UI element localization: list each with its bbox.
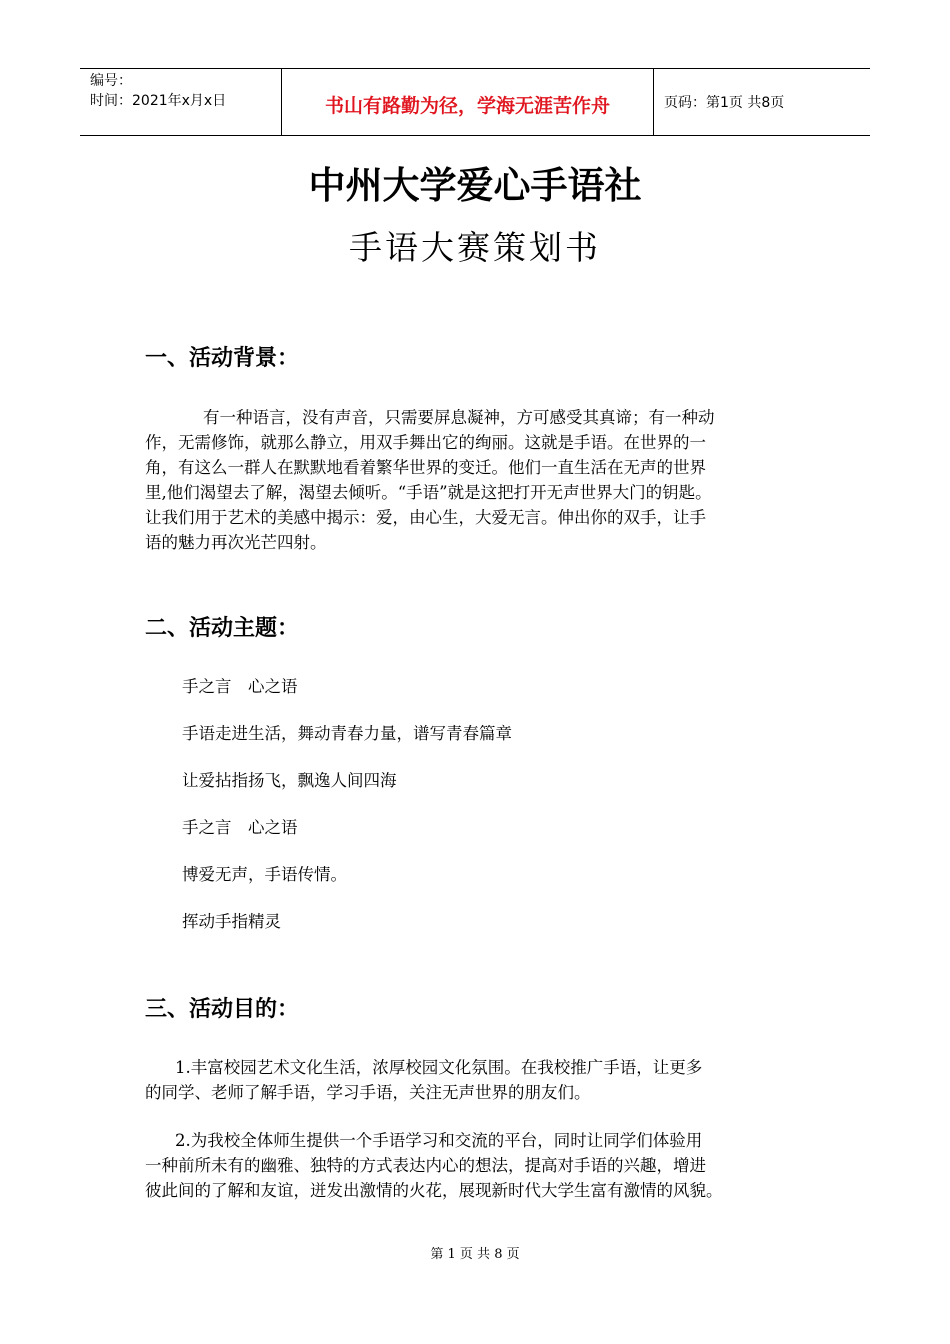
paragraph-line: 作，无需修饰，就那么静立，用双手舞出它的绚丽。这就是手语。在世界的一 <box>145 433 706 452</box>
paragraph-line: 彼此间的了解和友谊，迸发出激情的火花，展现新时代大学生富有激情的风貌。 <box>145 1181 723 1200</box>
paragraph-line: 的同学、老师了解手语，学习手语，关注无声世界的朋友们。 <box>145 1083 591 1102</box>
number-label: 编号： <box>90 73 132 89</box>
paragraph-line: 语的魅力再次光芒四射。 <box>145 533 327 552</box>
theme-line: 博爱无声，手语传情。 <box>182 865 347 884</box>
paragraph-line: 一种前所未有的幽雅、独特的方式表达内心的想法，提高对手语的兴趣，增进 <box>145 1156 706 1175</box>
page-footer: 第 1 页 共 8 页 <box>430 1247 520 1262</box>
header-meta-cell <box>80 69 282 135</box>
time-label: 时间：2021年x月x日 <box>90 93 227 109</box>
section-heading-purpose: 三、活动目的： <box>145 997 300 1022</box>
paragraph-line: 2.为我校全体师生提供一个手语学习和交流的平台，同时让同学们体验用 <box>175 1131 703 1150</box>
document-title: 中州大学爱心手语社 <box>308 164 642 207</box>
header-page-cell <box>654 69 870 135</box>
theme-line: 手之言 心之语 <box>182 677 298 696</box>
paragraph-line: 有一种语言，没有声音，只需要屏息凝神，方可感受其真谛；有一种动 <box>203 408 715 427</box>
theme-line: 手之言 心之语 <box>182 818 298 837</box>
paragraph-line: 里,他们渴望去了解，渴望去倾听。“手语”就是这把打开无声世界大门的钥匙。 <box>145 483 712 502</box>
background-paragraph <box>145 405 805 555</box>
document-subtitle: 手语大赛策划书 <box>349 228 601 267</box>
theme-line: 手语走进生活，舞动青春力量，谱写青春篇章 <box>182 724 512 743</box>
theme-line: 让爱拈指扬飞，飘逸人间四海 <box>182 771 397 790</box>
section-heading-background: 一、活动背景： <box>145 346 300 371</box>
theme-line: 挥动手指精灵 <box>182 912 281 931</box>
document-header <box>80 68 870 136</box>
purpose-item-1 <box>145 1055 805 1105</box>
header-page-info: 页码：第1页 共8页 <box>664 95 785 111</box>
purpose-item-2 <box>145 1128 805 1203</box>
paragraph-line: 角，有这么一群人在默默地看着繁华世界的变迁。他们一直生活在无声的世界 <box>145 458 706 477</box>
header-motto-cell <box>282 69 654 135</box>
paragraph-line: 让我们用于艺术的美感中揭示：爱，由心生，大爱无言。伸出你的双手，让手 <box>145 508 706 527</box>
motto-text: 书山有路勤为径，学海无涯苦作舟 <box>324 94 610 117</box>
section-heading-theme: 二、活动主题： <box>145 616 300 641</box>
paragraph-line: 1.丰富校园艺术文化生活，浓厚校园文化氛围。在我校推广手语，让更多 <box>175 1058 703 1077</box>
